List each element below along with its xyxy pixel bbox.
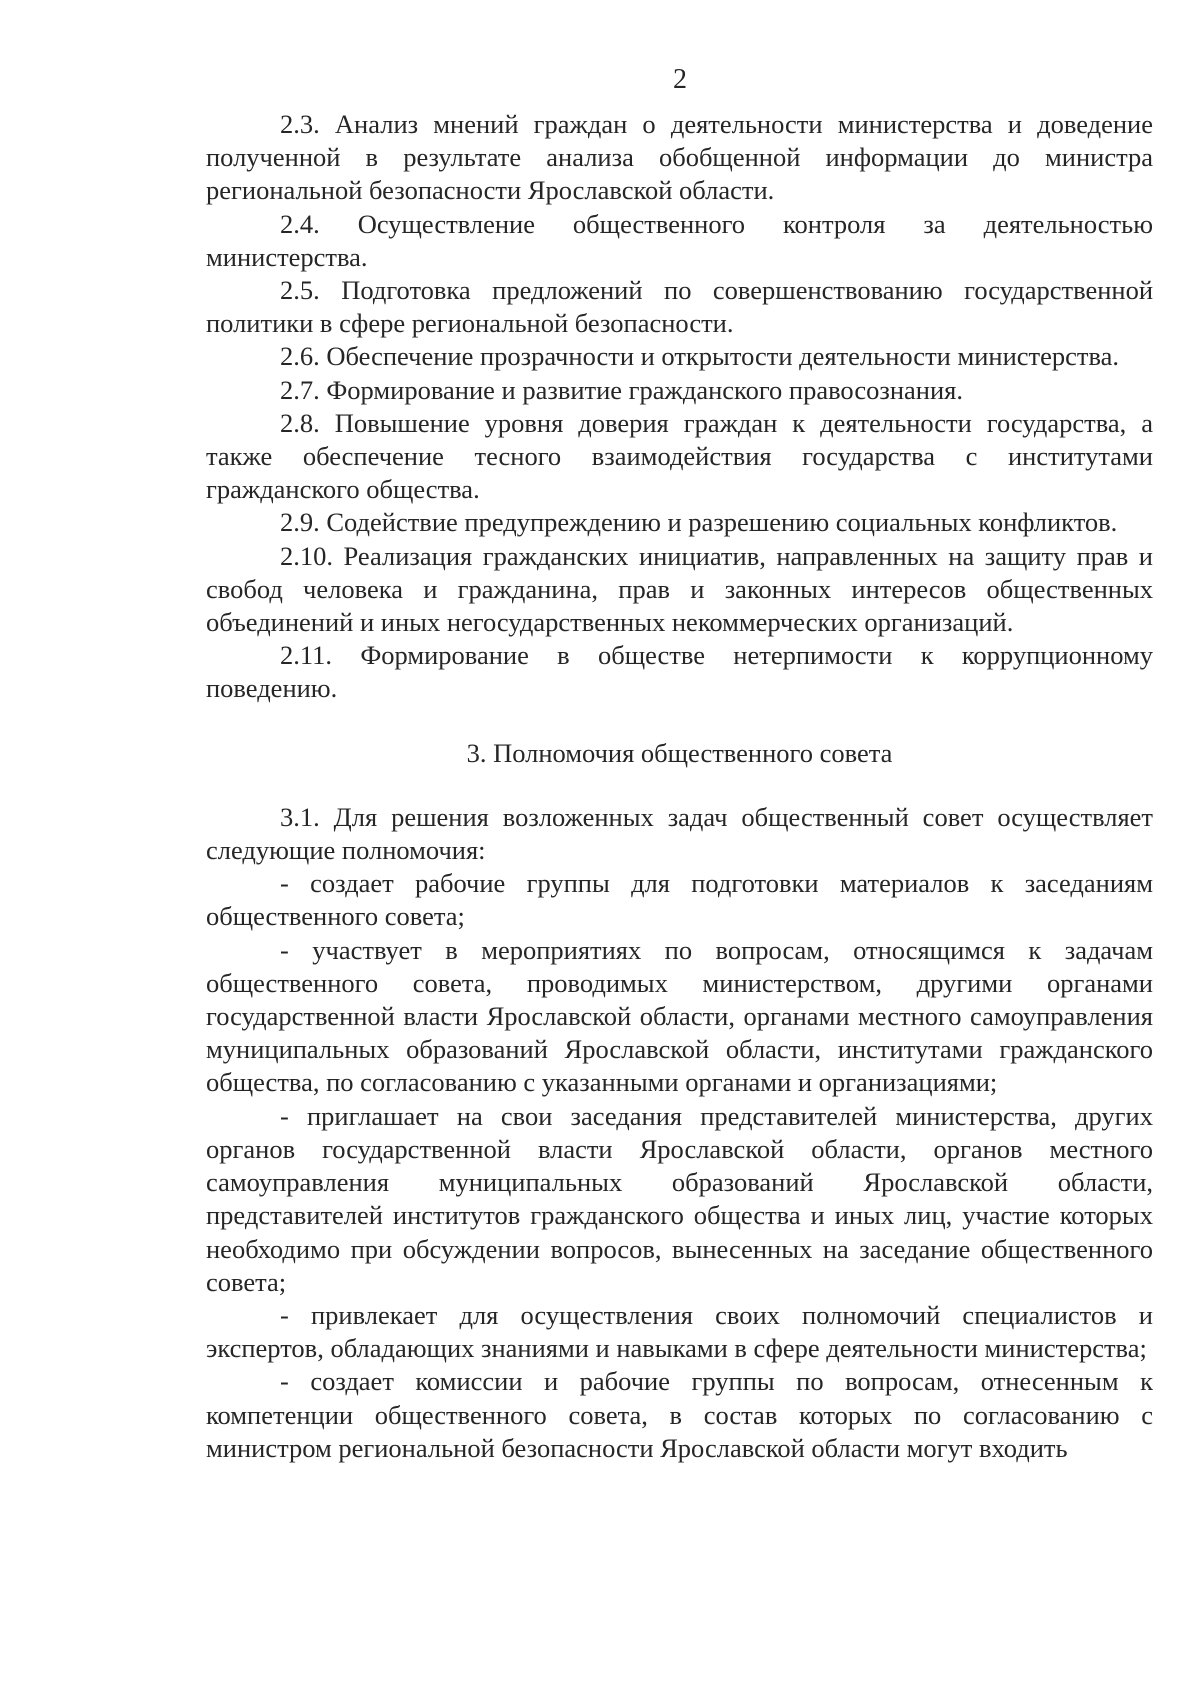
paragraph-2-10: 2.10. Реализация гражданских инициатив, направленных на защиту прав и свобод человека и гражданина, прав и законных интересов общественных объединений и иных негосударственных некоммерческих организаций. [206,540,1153,638]
paragraph-2-11: 2.11. Формирование в обществе нетерпимости к коррупционному поведению. [206,640,1153,704]
paragraph-2-4: 2.4. Осуществление общественного контроля за деятельностью министерства. [206,208,1153,272]
list-item-invites-representatives: - приглашает на свои заседания представителей министерства, других органов государственной власти Ярославской области, органов местного самоуправления муниципальных образований Ярославской области, представителей институтов гражданского общества и иных лиц, участие которых необходимо при обсуждении вопросов, вынесенных на заседание общественного совета; [206,1100,1153,1297]
list-item-creates-commissions: - создает комиссии и рабочие группы по вопросам, отнесенным к компетенции общественного совета, в состав которых по согласованию с министром региональной безопасности Ярославской области могут входить [206,1366,1153,1463]
list-item-working-groups: - создает рабочие группы для подготовки материалов к заседаниям общественного совета; [206,868,1153,932]
paragraph-2-7: 2.7. Формирование и развитие гражданского правосознания. [280,374,963,405]
paragraph-2-5: 2.5. Подготовка предложений по совершенствованию государственной политики в сфере региональной безопасности. [206,275,1153,339]
document-body [206,108,1153,1465]
paragraph-2-9: 2.9. Содействие предупреждению и разрешению социальных конфликтов. [280,507,1118,538]
section-heading: 3. Полномочия общественного совета [466,737,893,768]
list-item-engages-experts: - привлекает для осуществления своих полномочий специалистов и экспертов, обладающих знаниями и навыками в сфере деятельности министерства; [206,1299,1153,1364]
paragraph-2-8: 2.8. Повышение уровня доверия граждан к деятельности государства, а также обеспечение тесного взаимодействия государства с институтами гражданского общества. [206,407,1153,505]
page-number: 2 [673,64,687,95]
paragraph-3-1: 3.1. Для решения возложенных задач общественный совет осуществляет следующие полномочия: [206,801,1153,866]
paragraph-2-3: 2.3. Анализ мнений граждан о деятельности министерства и доведение полученной в результате анализа обобщенной информации до министра региональной безопасности Ярославской области. [206,109,1153,206]
paragraph-2-6: 2.6. Обеспечение прозрачности и открытости деятельности министерства. [280,341,1120,372]
list-item-participates-events: - участвует в мероприятиях по вопросам, относящимся к задачам общественного совета, проводимых министерством, другими органами государственной власти Ярославской области, органами местного самоуправления муниципальных образований Ярославской области, институтами гражданского общества, по согласованию с указанными органами и организациями; [206,934,1153,1098]
